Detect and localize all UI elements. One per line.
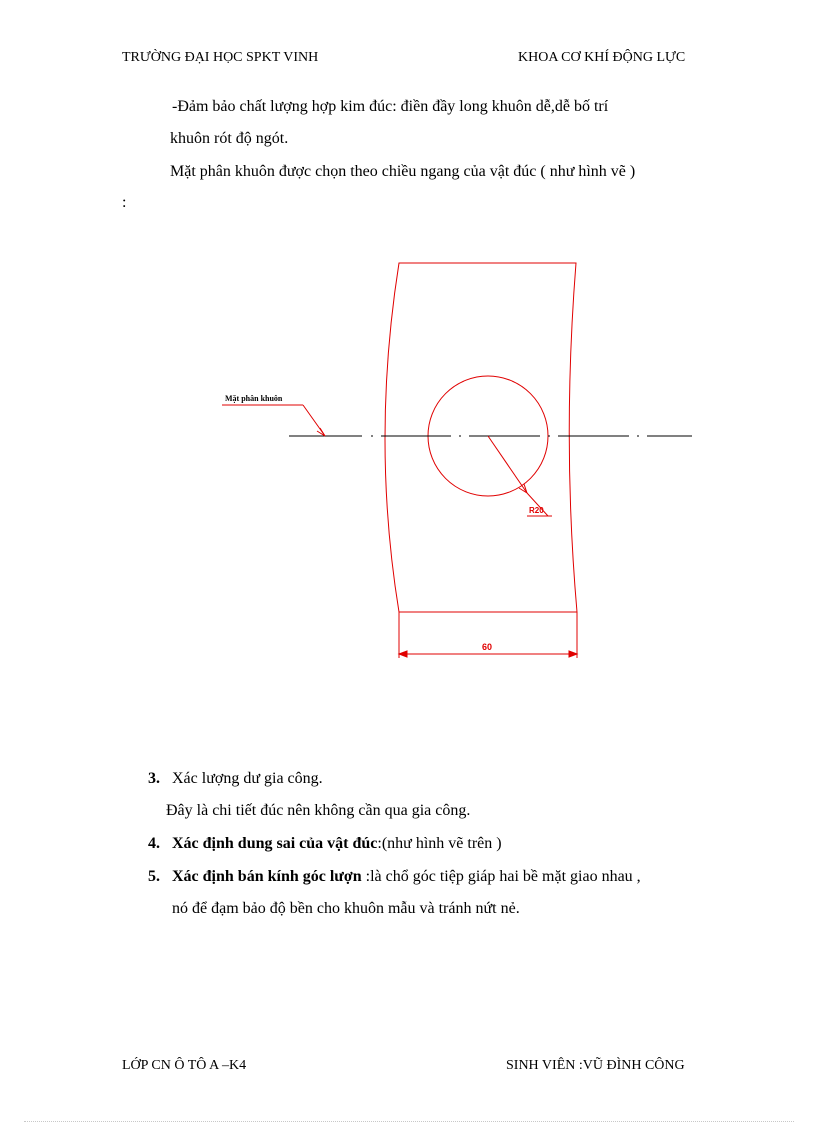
step-3-number: 3. (148, 770, 160, 787)
page-bottom-divider (24, 1121, 794, 1122)
intro-line-2: khuôn rót độ ngót. (170, 130, 289, 147)
step-5-line-2: nó để đạm bảo độ bền cho khuôn mẫu và tránh nứt nẻ. (172, 900, 520, 917)
step-3 (148, 770, 323, 788)
step-3-text: Xác lượng dư gia công. (172, 770, 323, 787)
step-4-number: 4. (148, 835, 160, 852)
step-4-rest: :(như hình vẽ trên ) (377, 835, 502, 852)
footer-student: SINH VIÊN :VŨ ĐÌNH CÔNG (506, 1058, 685, 1073)
step-5 (148, 868, 641, 886)
step-4 (148, 835, 502, 853)
footer-class: LỚP CN Ô TÔ A –K4 (122, 1058, 247, 1073)
radius-label: R20 (529, 506, 544, 515)
header-faculty-name: KHOA CƠ KHÍ ĐỘNG LỰC (518, 50, 686, 65)
step-5-rest: :là chổ góc tiệp giáp hai bề mặt giao nhau , (361, 868, 641, 885)
intro-line-1: -Đảm bảo chất lượng hợp kim đúc: điền đầy long khuôn dễ,dễ bố trí (172, 98, 609, 115)
parting-label-leader (222, 405, 325, 436)
parting-label: Mặt phân khuôn (225, 394, 283, 403)
step-5-number: 5. (148, 868, 160, 885)
radius-leader (488, 436, 552, 516)
step-5-title: Xác định bán kính góc lượn (172, 868, 362, 885)
header-school-name: TRƯỜNG ĐẠI HỌC SPKT VINH (122, 50, 319, 65)
step-4-title: Xác định dung sai của vật đúc (172, 835, 378, 852)
intro-line-3: Mặt phân khuôn được chọn theo chiều ngang của vật đúc ( như hình vẽ ) (170, 163, 636, 180)
intro-line-4: : (122, 194, 127, 211)
step-3-description: Đây là chi tiết đúc nên không cần qua gia công. (166, 802, 471, 819)
width-label: 60 (482, 642, 493, 652)
